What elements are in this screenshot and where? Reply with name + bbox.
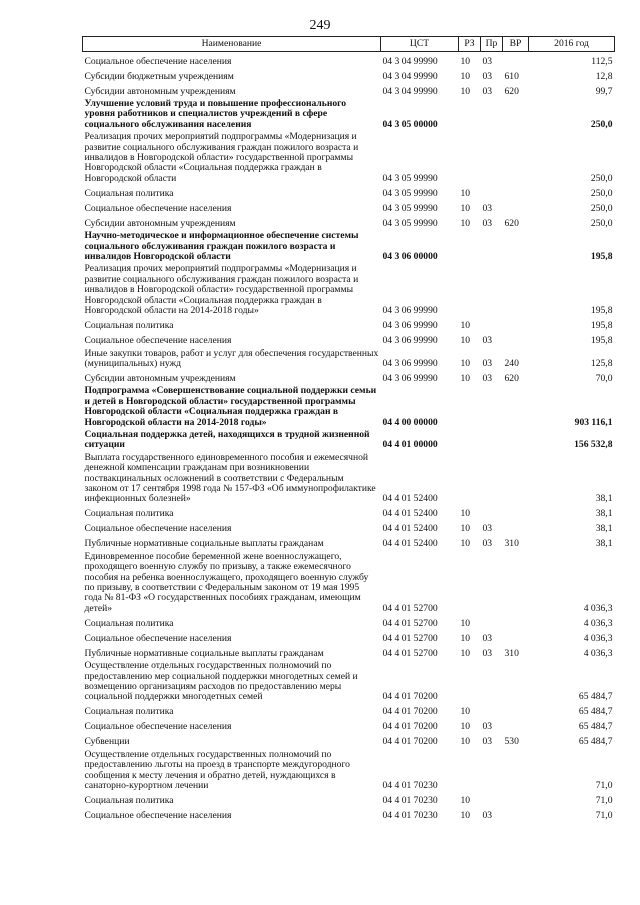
row-vr: 240	[504, 357, 519, 369]
header-rz: РЗ	[459, 37, 481, 52]
row-sum: 156 532,8	[574, 439, 613, 451]
row-rz	[459, 229, 481, 262]
row-rz: 10	[460, 721, 471, 733]
row-cst: 04 3 05 99990	[382, 187, 438, 199]
budget-table	[82, 36, 615, 821]
row-name: Реализация прочих мероприятий подпрограммы «Модернизация и развитие социального обслуживания граждан пожилого возраста и инвалидов в Новгородской области» государственной программы Новгородской области «Социальная поддержка граждан в Новгородской области на 2014-2018 годы»	[84, 263, 359, 317]
row-vr	[503, 97, 529, 130]
row-rz: 10	[460, 523, 471, 535]
row-vr: 610	[504, 70, 519, 82]
row-name: Субсидии автономным учреждениям	[84, 372, 236, 384]
row-vr: 310	[504, 647, 519, 659]
row-sum: 71,0	[595, 810, 613, 822]
row-name: Социальная политика	[84, 617, 174, 629]
row-cst: 04 4 01 52400	[382, 508, 438, 520]
row-vr	[503, 614, 529, 629]
row-sum: 195,8	[590, 335, 613, 347]
row-rz	[459, 748, 481, 792]
row-vr: 620	[504, 372, 519, 384]
row-name: Социальное обеспечение населения	[84, 523, 232, 535]
table-row-section	[83, 97, 615, 130]
row-sum: 12,8	[595, 70, 613, 82]
row-cst: 04 3 05 00000	[382, 118, 438, 130]
row-cst: 04 3 05 99990	[382, 172, 438, 184]
row-sum: 65 484,7	[578, 721, 613, 733]
table-row	[83, 718, 615, 733]
row-pr	[481, 505, 503, 520]
row-vr: 530	[504, 736, 519, 748]
row-sum: 250,0	[590, 202, 613, 214]
row-name: Социальная политика	[84, 795, 174, 807]
row-pr	[481, 614, 503, 629]
row-rz: 10	[460, 202, 471, 214]
row-pr	[481, 451, 503, 505]
row-cst: 04 4 01 00000	[382, 439, 438, 451]
row-sum: 4 036,3	[583, 647, 613, 659]
row-name: Иные закупки товаров, работ и услуг для обеспечения государственных (муниципальных) нужд	[84, 347, 379, 369]
row-name: Социальная политика	[84, 320, 174, 332]
table-row	[83, 214, 615, 229]
row-name: Улучшение условий труда и повышение профессионального уровня работников и специалистов учреждений в сфере социального обслуживания населения	[84, 98, 347, 130]
row-name: Осуществление отдельных государственных полномочий по предоставлению льготы на проезд в транспорте междугородного сообщения к месту лечения и обратно детей, нуждающихся в санаторно-курортном лечении	[84, 748, 350, 792]
row-cst: 04 3 05 99990	[382, 202, 438, 214]
table-row	[83, 184, 615, 199]
row-pr: 03	[482, 721, 493, 733]
row-vr	[503, 703, 529, 718]
row-rz: 10	[460, 217, 471, 229]
row-name: Социальное обеспечение населения	[84, 810, 232, 822]
row-vr	[503, 317, 529, 332]
row-rz: 10	[460, 372, 471, 384]
row-rz	[459, 659, 481, 703]
row-vr	[503, 550, 529, 614]
row-cst: 04 4 01 70200	[382, 721, 438, 733]
row-rz	[459, 451, 481, 505]
row-pr: 03	[482, 810, 493, 822]
table-row	[83, 644, 615, 659]
table-header	[83, 37, 615, 52]
row-pr	[481, 130, 503, 184]
row-name: Осуществление отдельных государственных полномочий по предоставлению мер социальной поддержки многодетных семей и возмещению организациям расходов по предоставлению меры социальной поддержки многодетных семей	[84, 660, 358, 703]
row-rz: 10	[460, 795, 471, 807]
table-row	[83, 347, 615, 370]
row-cst: 04 4 01 70200	[382, 736, 438, 748]
table-row	[83, 659, 615, 703]
row-vr	[503, 384, 529, 428]
row-rz: 10	[460, 357, 471, 369]
row-vr: 310	[504, 538, 519, 550]
row-sum: 38,1	[595, 523, 613, 535]
row-pr	[481, 384, 503, 428]
row-pr	[481, 229, 503, 262]
table-row	[83, 748, 615, 792]
row-name: Социальная политика	[84, 706, 174, 718]
row-rz: 10	[460, 736, 471, 748]
row-sum: 125,8	[590, 357, 613, 369]
row-pr: 03	[482, 523, 493, 535]
row-vr	[503, 52, 529, 68]
row-cst: 04 4 01 52700	[382, 617, 438, 629]
row-vr	[503, 199, 529, 214]
table-row	[83, 130, 615, 184]
row-vr	[503, 748, 529, 792]
row-rz: 10	[460, 55, 471, 67]
table-row	[83, 535, 615, 550]
row-sum: 71,0	[595, 780, 613, 792]
row-sum: 4 036,3	[583, 617, 613, 629]
row-sum: 38,1	[595, 538, 613, 550]
table-body	[83, 52, 615, 822]
row-name: Социальное обеспечение населения	[84, 632, 232, 644]
row-rz: 10	[460, 647, 471, 659]
row-sum: 195,8	[590, 320, 613, 332]
row-sum: 38,1	[595, 508, 613, 520]
row-vr	[503, 229, 529, 262]
row-sum: 250,0	[590, 187, 613, 199]
row-cst: 04 4 01 70230	[382, 810, 438, 822]
row-sum: 65 484,7	[578, 706, 613, 718]
row-name: Социальная политика	[84, 508, 174, 520]
row-cst: 04 4 01 70200	[382, 691, 438, 703]
row-vr: 620	[504, 85, 519, 97]
row-sum: 195,8	[590, 251, 613, 263]
row-cst: 04 3 06 99990	[382, 320, 438, 332]
row-pr: 03	[482, 335, 493, 347]
row-rz	[459, 97, 481, 130]
row-cst: 04 4 01 52400	[382, 523, 438, 535]
table-row	[83, 451, 615, 505]
row-name: Субсидии автономным учреждениям	[84, 85, 236, 97]
row-pr: 03	[482, 357, 493, 369]
row-name: Научно-методическое и информационное обеспечение системы социального обслуживания граждан пожилого возраста и инвалидов Новгородской области	[84, 230, 359, 263]
row-pr	[481, 550, 503, 614]
row-sum: 4 036,3	[583, 632, 613, 644]
row-pr: 03	[482, 736, 493, 748]
row-rz	[459, 550, 481, 614]
row-sum: 250,0	[590, 172, 613, 184]
table-row	[83, 332, 615, 347]
row-pr	[481, 317, 503, 332]
table-row	[83, 317, 615, 332]
row-pr	[481, 791, 503, 806]
row-name: Социальное обеспечение населения	[84, 202, 232, 214]
row-rz: 10	[460, 538, 471, 550]
row-rz	[459, 262, 481, 316]
row-rz: 10	[460, 70, 471, 82]
row-rz	[459, 428, 481, 451]
header-cst: ЦСТ	[381, 37, 459, 52]
row-name: Субсидии автономным учреждениям	[84, 217, 236, 229]
header-vr: ВР	[503, 37, 529, 52]
row-name: Социальное обеспечение населения	[84, 335, 232, 347]
row-rz: 10	[460, 187, 471, 199]
table-row	[83, 52, 615, 68]
row-vr	[503, 451, 529, 505]
row-sum: 38,1	[595, 493, 613, 505]
row-rz: 10	[460, 320, 471, 332]
row-cst: 04 4 01 52400	[382, 493, 438, 505]
row-rz: 10	[460, 617, 471, 629]
header-name: Наименование	[83, 37, 381, 52]
row-sum: 112,5	[591, 55, 613, 67]
table-row	[83, 733, 615, 748]
row-vr	[503, 262, 529, 316]
row-cst: 04 4 01 52700	[382, 602, 438, 614]
row-name: Единовременное пособие беременной жене военнослужащего, проходящего военную службу по призыву, а также ежемесячного пособия на ребенка военнослужащего, проходящего военную службу по призыву, в соответствии с Федеральным законом от 19 мая 1995 года № 81-ФЗ «О государственных пособиях гражданам, имеющим детей»	[84, 550, 369, 614]
row-cst: 04 4 00 00000	[382, 416, 438, 428]
row-cst: 04 4 01 70230	[382, 780, 438, 792]
row-pr	[481, 262, 503, 316]
table-row	[83, 614, 615, 629]
row-name: Социальное обеспечение населения	[84, 55, 232, 67]
row-vr	[503, 505, 529, 520]
table-row	[83, 520, 615, 535]
row-name: Публичные нормативные социальные выплаты гражданам	[84, 647, 324, 659]
row-sum: 65 484,7	[578, 736, 613, 748]
row-pr: 03	[482, 647, 493, 659]
row-rz	[459, 130, 481, 184]
row-rz: 10	[460, 706, 471, 718]
table-row	[83, 629, 615, 644]
table-row	[83, 262, 615, 316]
row-name: Подпрограмма «Совершенствование социальной поддержки семьи и детей в Новгородской области» государственной программы Новгородской области «Социальная поддержка граждан в Новгородской области на 2014-2018 годы»	[84, 385, 377, 428]
row-cst: 04 3 06 99990	[382, 305, 438, 317]
row-sum: 195,8	[590, 305, 613, 317]
row-cst: 04 3 06 99990	[382, 335, 438, 347]
row-pr: 03	[482, 538, 493, 550]
row-cst: 04 3 05 99990	[382, 217, 438, 229]
row-pr	[481, 703, 503, 718]
row-vr: 620	[504, 217, 519, 229]
table-row	[83, 82, 615, 97]
row-name: Выплата государственного единовременного пособия и ежемесячной денежной компенсации гражданам при возникновении поствакцинальных осложнений в соответствии с Федеральным законом от 17 сентября 1998 года № 157-ФЗ «Об иммунопрофилактике инфекционных болезней»	[84, 451, 376, 505]
row-cst: 04 3 06 00000	[382, 251, 438, 263]
table-row	[83, 791, 615, 806]
row-sum: 903 116,1	[574, 416, 613, 428]
row-cst: 04 3 04 99990	[382, 70, 438, 82]
row-rz: 10	[460, 335, 471, 347]
table-row	[83, 703, 615, 718]
row-rz: 10	[460, 632, 471, 644]
table-row	[83, 369, 615, 384]
row-cst: 04 4 01 52700	[382, 647, 438, 659]
row-cst: 04 3 06 99990	[382, 372, 438, 384]
row-pr	[481, 659, 503, 703]
row-pr	[481, 748, 503, 792]
row-cst: 04 3 04 99990	[382, 55, 438, 67]
row-vr	[503, 130, 529, 184]
row-name: Реализация прочих мероприятий подпрограммы «Модернизация и развитие социального обслуживания граждан пожилого возраста и инвалидов в Новгородской области» государственной программы Новгородской области «Социальная поддержка граждан в Новгородской области	[84, 131, 359, 184]
row-sum: 99,7	[595, 85, 613, 97]
table-row	[83, 67, 615, 82]
row-rz	[459, 384, 481, 428]
row-pr: 03	[482, 55, 493, 67]
row-vr	[503, 332, 529, 347]
row-vr	[503, 629, 529, 644]
table-row	[83, 199, 615, 214]
row-name: Социальное обеспечение населения	[84, 721, 232, 733]
row-rz: 10	[460, 810, 471, 822]
header-pr: Пр	[481, 37, 503, 52]
row-name: Публичные нормативные социальные выплаты гражданам	[84, 538, 324, 550]
row-vr	[503, 791, 529, 806]
row-sum: 70,0	[595, 372, 613, 384]
row-name: Субсидии бюджетным учреждениям	[84, 70, 234, 82]
table-row	[83, 505, 615, 520]
row-name: Субвенции	[84, 736, 130, 748]
row-cst: 04 4 01 52700	[382, 632, 438, 644]
table-row-section	[83, 229, 615, 262]
row-pr: 03	[482, 70, 493, 82]
row-vr	[503, 659, 529, 703]
row-cst: 04 4 01 70230	[382, 795, 438, 807]
row-pr	[481, 97, 503, 130]
row-vr	[503, 520, 529, 535]
row-rz: 10	[460, 85, 471, 97]
row-cst: 04 3 04 99990	[382, 85, 438, 97]
row-pr	[481, 428, 503, 451]
row-rz: 10	[460, 508, 471, 520]
row-vr	[503, 718, 529, 733]
table-row	[83, 806, 615, 821]
row-pr: 03	[482, 217, 493, 229]
page-number: 249	[309, 18, 331, 33]
row-sum: 65 484,7	[578, 691, 613, 703]
row-vr	[503, 184, 529, 199]
row-name: Социальная политика	[84, 187, 174, 199]
row-sum: 250,0	[590, 217, 613, 229]
table-row-section	[83, 428, 615, 451]
row-sum: 250,0	[590, 118, 613, 130]
row-pr	[481, 184, 503, 199]
row-name: Социальная поддержка детей, находящихся в трудной жизненной ситуации	[84, 428, 370, 451]
row-pr: 03	[482, 372, 493, 384]
row-sum: 4 036,3	[583, 602, 613, 614]
table-row	[83, 550, 615, 614]
table-row-section	[83, 384, 615, 428]
row-vr	[503, 428, 529, 451]
row-pr: 03	[482, 85, 493, 97]
row-cst: 04 3 06 99990	[382, 357, 438, 369]
header-year: 2016 год	[529, 37, 615, 52]
row-vr	[503, 806, 529, 821]
row-sum: 71,0	[595, 795, 613, 807]
row-cst: 04 4 01 70200	[382, 706, 438, 718]
row-pr: 03	[482, 202, 493, 214]
row-cst: 04 4 01 52400	[382, 538, 438, 550]
row-pr: 03	[482, 632, 493, 644]
